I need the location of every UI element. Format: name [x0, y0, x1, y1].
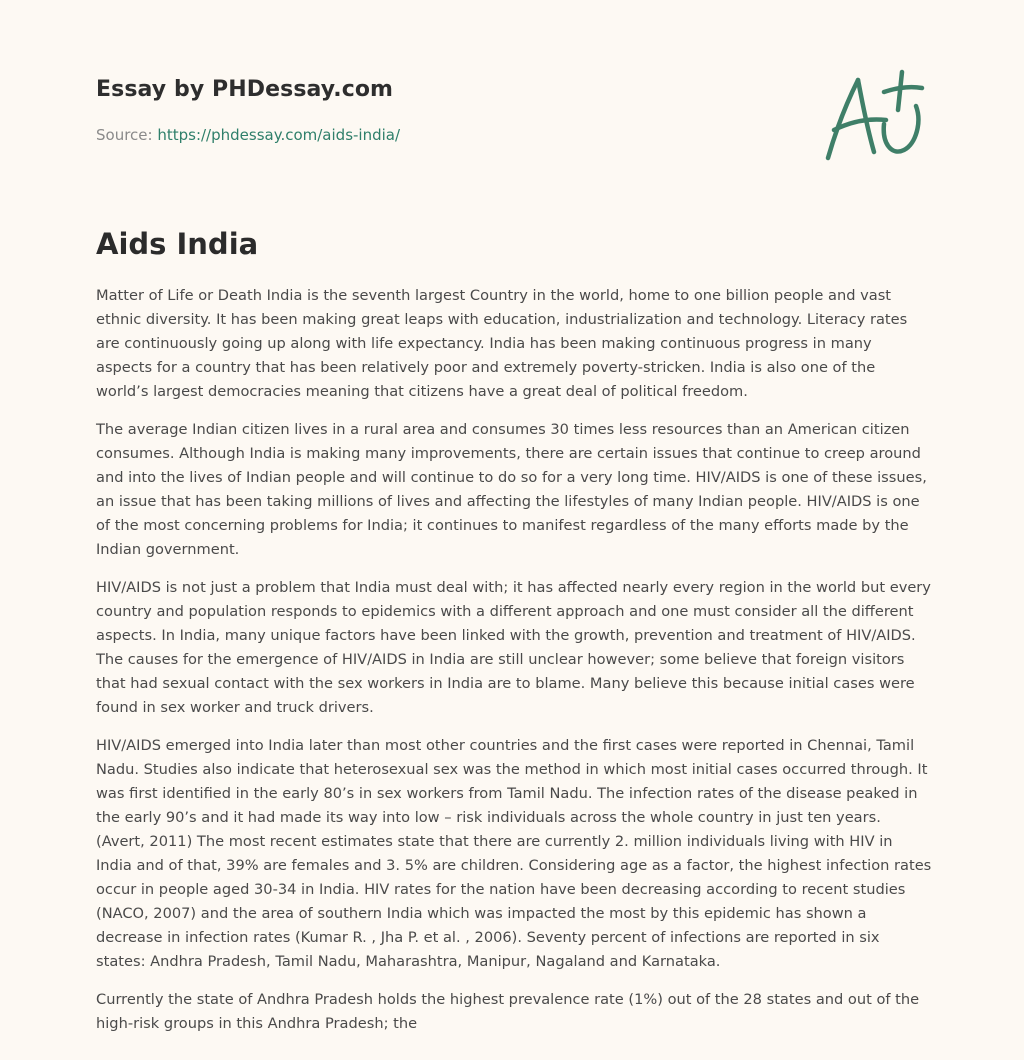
article-body — [96, 284, 932, 1050]
brand-title: Essay by PHDessay.com — [96, 77, 394, 102]
article-paragraph: Currently the state of Andhra Pradesh holds the highest prevalence rate (1%) out of the 28 states and out of the high-risk groups in this Andhra Pradesh; the — [96, 991, 920, 1032]
article-paragraph: HIV/AIDS emerged into India later than most other countries and the first cases were reported in Chennai, Tamil Nadu. Studies also indicate that heterosexual sex was the method in which most initial cases occurred through. It was first identified in the early 80’s in sex workers from Tamil Nadu. The infection rates of the disease peaked in the early 90’s and it had made its way into low – risk individuals across the whole country in just ten years. (Avert, 2011) The most recent estimates state that there are currently 2. million individuals living with HIV in India and of that, 39% are females and 3. 5% are children. Considering age as a factor, the highest infection rates occur in people aged 30-34 in India. HIV rates for the nation have been decreasing according to recent studies (NACO, 2007) and the area of southern India which was impacted the most by this epidemic has shown a decrease in infection rates (Kumar R. , Jha P. et al. , 2006). Seventy percent of infections are reported in six states: Andhra Pradesh, Tamil Nadu, Maharashtra, Manipur, Nagaland and Karnataka. — [96, 737, 932, 970]
article-paragraph: HIV/AIDS is not just a problem that India must deal with; it has affected nearly every region in the world but every country and population responds to epidemics with a different approach and one must consider all the different aspects. In India, many unique factors have been linked with the growth, prevention and treatment of HIV/AIDS. The causes for the emergence of HIV/AIDS in India are still unclear however; some believe that foreign visitors that had sexual contact with the sex workers in India are to blame. Many believe this because initial cases were found in sex worker and truck drivers. — [96, 579, 931, 716]
essay-header — [96, 74, 796, 146]
article-title: Aids India — [96, 227, 259, 261]
source-label: Source: — [96, 126, 158, 144]
a-plus-grade-icon — [820, 66, 930, 166]
article-paragraph: The average Indian citizen lives in a rural area and consumes 30 times less resources than an American citizen consumes. Although India is making many improvements, there are certain issues that continue to creep around and into the lives of Indian people and will continue to do so for a very long time. HIV/AIDS is one of these issues, an issue that has been taking millions of lives and affecting the lifestyles of many Indian people. HIV/AIDS is one of the most concerning problems for India; it continues to manifest regardless of the many efforts made by the Indian government. — [96, 421, 927, 558]
article-paragraph: Matter of Life or Death India is the seventh largest Country in the world, home to one billion people and vast ethnic diversity. It has been making great leaps with education, industrialization and technology. Literacy rates are continuously going up along with life expectancy. India has been making continuous progress in many aspects for a country that has been relatively poor and extremely poverty-stricken. India is also one of the world’s largest democracies meaning that citizens have a great deal of political freedom. — [96, 287, 908, 400]
source-line — [96, 124, 796, 146]
source-link[interactable]: https://phdessay.com/aids-india/ — [157, 126, 401, 144]
